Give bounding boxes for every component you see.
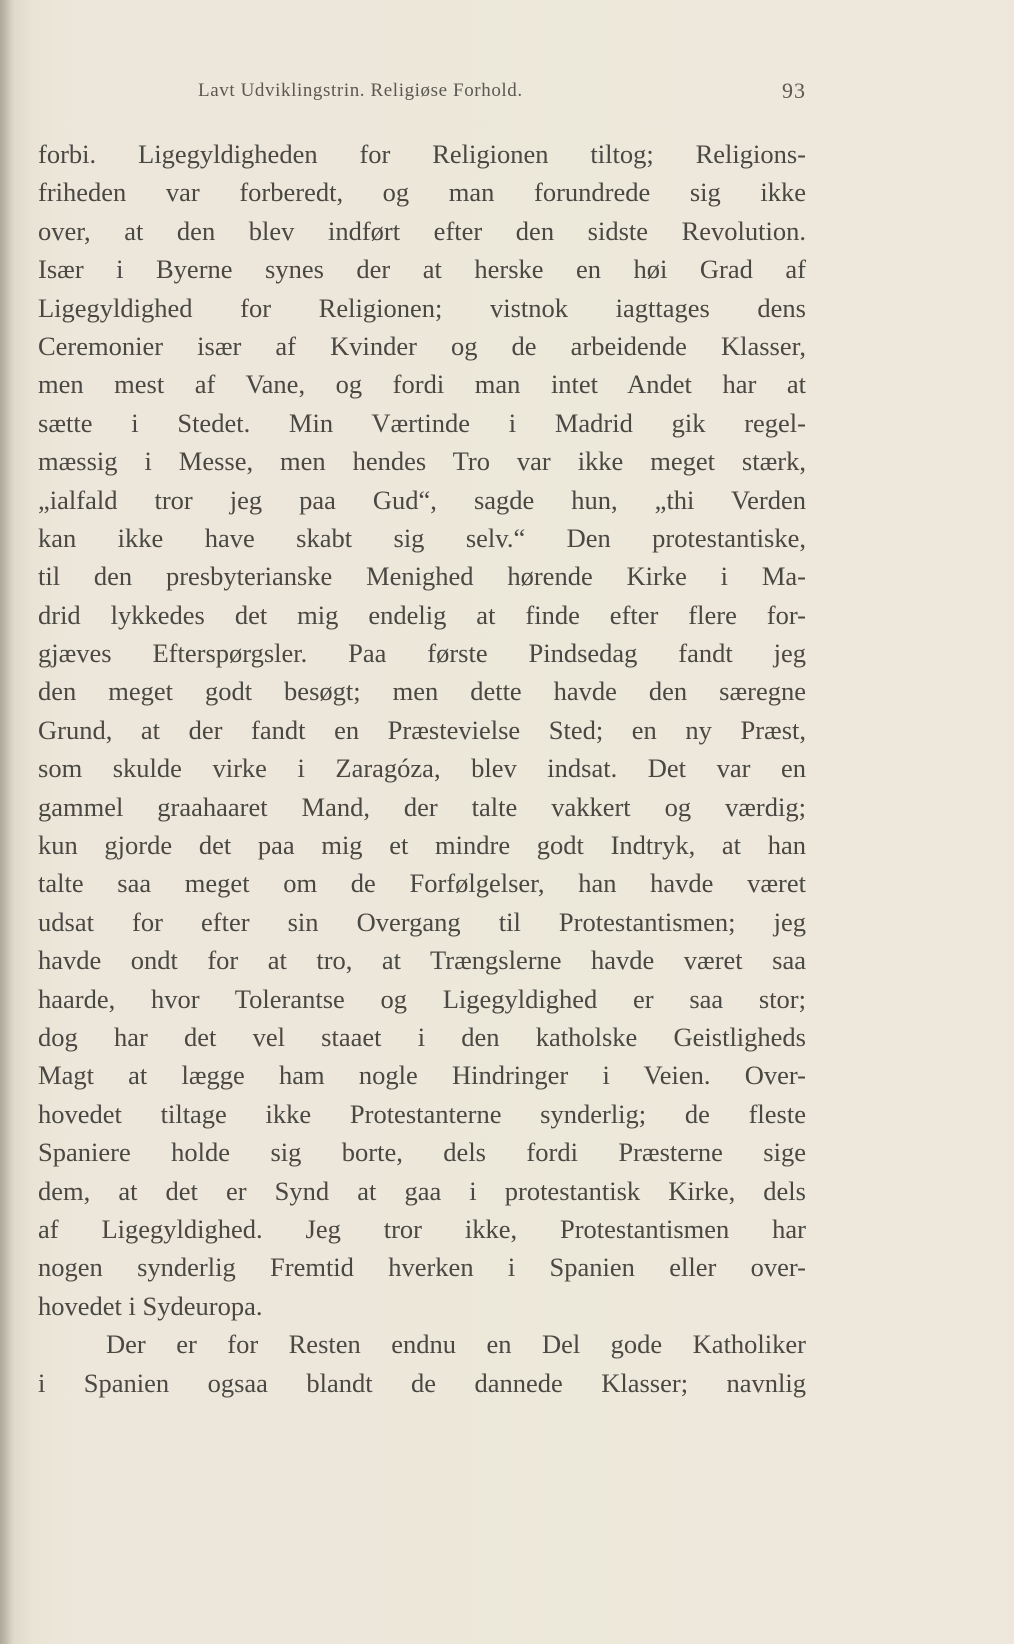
text-line: „ialfald tror jeg paa Gud“, sagde hun, „thi Verden [38, 484, 806, 515]
body-text [38, 135, 806, 1402]
running-head [198, 78, 806, 108]
text-line: mæssig i Messe, men hendes Tro var ikke meget stærk, [38, 446, 806, 477]
text-line: forbi. Ligegyldigheden for Religionen tiltog; Religions- [38, 139, 806, 169]
text-line: dog har det vel staaet i den katholske Geistligheds [38, 1021, 806, 1052]
text-line: gjæves Efterspørgsler. Paa første Pindsedag fandt jeg [38, 638, 806, 669]
text-line: dem, at det er Synd at gaa i protestantisk Kirke, dels [38, 1175, 806, 1206]
text-line: nogen synderlig Fremtid hverken i Spanien eller over- [38, 1252, 806, 1283]
text-line: sætte i Stedet. Min Værtinde i Madrid gik regel- [38, 407, 806, 438]
text-line: friheden var forberedt, og man forundrede sig ikke [38, 177, 806, 208]
text-line: Grund, at der fandt en Præstevielse Sted; en ny Præst, [38, 714, 806, 745]
text-line: hovedet tiltage ikke Protestanterne synderlig; de fleste [38, 1098, 806, 1129]
text-line: gammel graahaaret Mand, der talte vakkert og værdig; [38, 791, 806, 822]
text-line: haarde, hvor Tolerantse og Ligegyldighed er saa stor; [38, 983, 806, 1014]
text-line: af Ligegyldighed. Jeg tror ikke, Protestantismen har [38, 1213, 806, 1244]
page-gutter-shadow [0, 0, 14, 1644]
text-line: talte saa meget om de Forfølgelser, han havde været [38, 868, 806, 899]
text-line: den meget godt besøgt; men dette havde den særegne [38, 676, 806, 707]
text-line: Magt at lægge ham nogle Hindringer i Veien. Over- [38, 1060, 806, 1091]
text-line: til den presbyterianske Menighed hørende Kirke i Ma- [38, 561, 806, 592]
text-line: kan ikke have skabt sig selv.“ Den protestantiske, [38, 522, 806, 553]
text-line: i Spanien ogsaa blandt de dannede Klasser; navnlig [38, 1367, 806, 1398]
text-line: drid lykkedes det mig endelig at finde efter flere for- [38, 599, 806, 630]
text-line: Ligegyldighed for Religionen; vistnok iagttages dens [38, 292, 806, 323]
text-line: Ceremonier især af Kvinder og de arbeidende Klasser, [38, 330, 806, 361]
text-line: havde ondt for at tro, at Trængslerne havde været saa [38, 945, 806, 976]
text-line: Især i Byerne synes der at herske en høi Grad af [38, 254, 806, 285]
text-line: men mest af Vane, og fordi man intet Andet har at [38, 369, 806, 400]
text-line: som skulde virke i Zaragóza, blev indsat. Det var en [38, 753, 806, 784]
paragraph-start-line: Der er for Resten endnu en Del gode Katholiker [106, 1329, 806, 1360]
running-title: Lavt Udviklingstrin. Religiøse Forhold. [198, 80, 523, 101]
text-line: over, at den blev indført efter den sidste Revolution. [38, 215, 806, 246]
text-line: kun gjorde det paa mig et mindre godt Indtryk, at han [38, 830, 806, 861]
paragraph-end-line: hovedet i Sydeuropa. [38, 1290, 263, 1321]
page-number: 93 [782, 78, 806, 103]
text-line: udsat for efter sin Overgang til Protestantismen; jeg [38, 906, 806, 937]
text-line: Spaniere holde sig borte, dels fordi Præsterne sige [38, 1137, 806, 1168]
